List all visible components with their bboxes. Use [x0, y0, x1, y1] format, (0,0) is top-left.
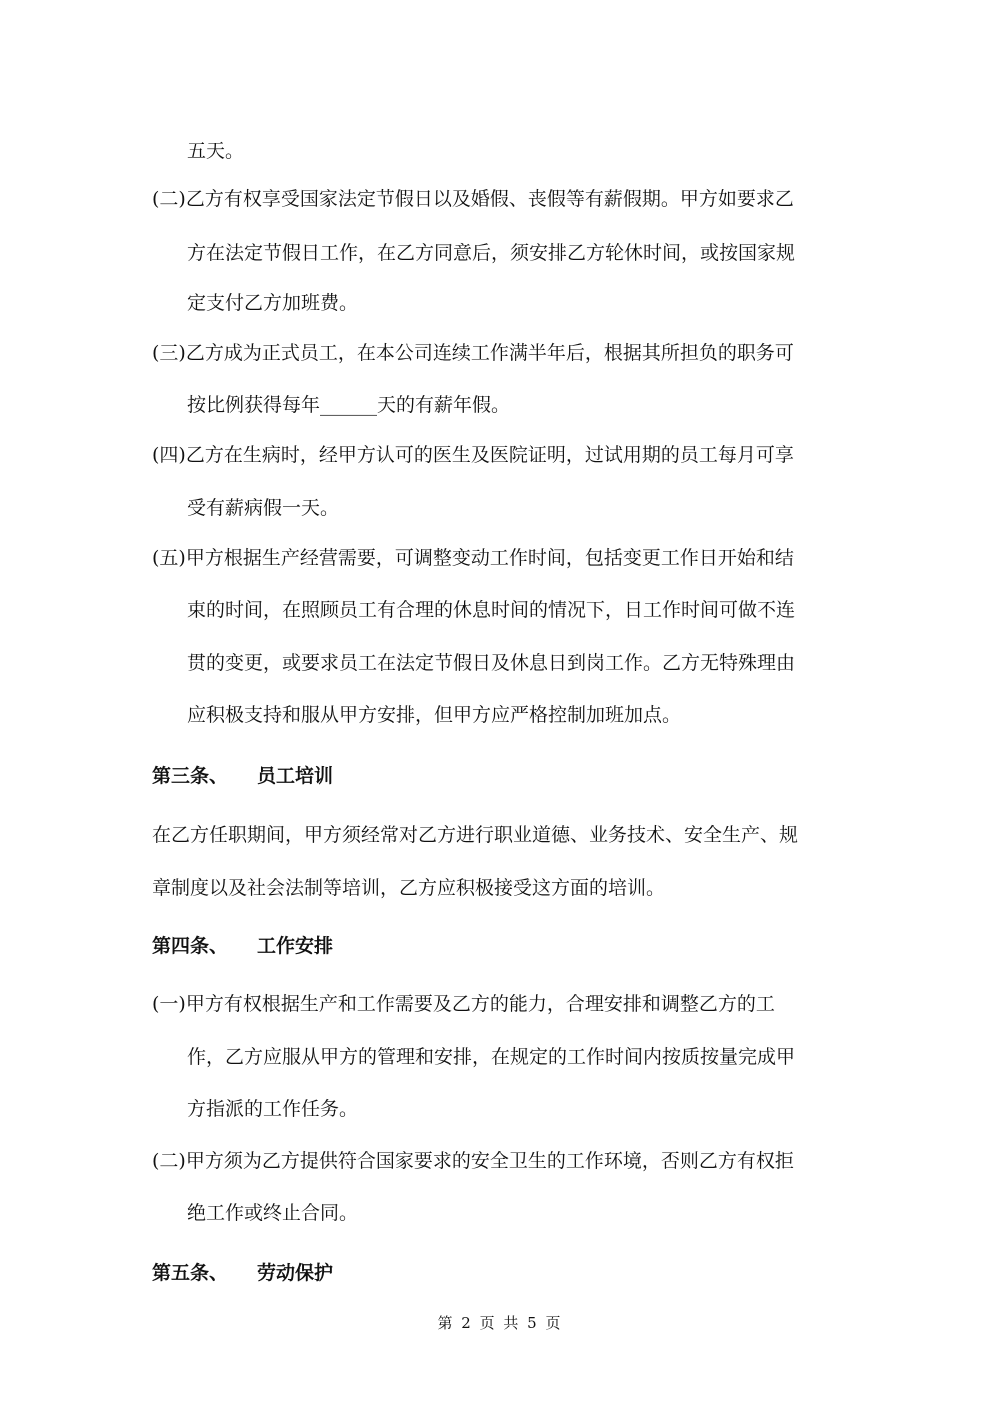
paragraph-line: 按比例获得每年______天的有薪年假。 [187, 394, 511, 416]
paragraph-line: (三)乙方成为正式员工，在本公司连续工作满半年后，根据其所担负的职务可 [152, 342, 794, 364]
paragraph-line: 应积极支持和服从甲方安排，但甲方应严格控制加班加点。 [187, 704, 682, 726]
paragraph-line: 在乙方任职期间，甲方须经常对乙方进行职业道德、业务技术、安全生产、规 [152, 824, 799, 846]
paragraph-line: 章制度以及社会法制等培训，乙方应积极接受这方面的培训。 [152, 877, 666, 899]
paragraph-line: (二)甲方须为乙方提供符合国家要求的安全卫生的工作环境，否则乙方有权拒 [152, 1150, 794, 1172]
paragraph-line: 定支付乙方加班费。 [187, 292, 359, 314]
paragraph-line: (四)乙方在生病时，经甲方认可的医生及医院证明，过试用期的员工每月可享 [152, 444, 794, 466]
paragraph-line: 绝工作或终止合同。 [187, 1202, 359, 1224]
section-heading-5 [152, 1261, 333, 1285]
paragraph-line: 方指派的工作任务。 [187, 1098, 359, 1120]
page-footer: 第 2 页 共 5 页 [437, 1314, 563, 1332]
section-number: 第三条、 [152, 765, 229, 787]
section-number: 第四条、 [152, 935, 229, 957]
paragraph-line: (五)甲方根据生产经营需要，可调整变动工作时间，包括变更工作日开始和结 [152, 547, 794, 569]
section-title: 员工培训 [257, 765, 334, 787]
paragraph-line: (一)甲方有权根据生产和工作需要及乙方的能力，合理安排和调整乙方的工 [152, 993, 775, 1015]
paragraph-line: 束的时间，在照顾员工有合理的休息时间的情况下，日工作时间可做不连 [187, 599, 796, 621]
section-title: 工作安排 [257, 935, 334, 957]
paragraph-line: 方在法定节假日工作，在乙方同意后，须安排乙方轮休时间，或按国家规 [187, 242, 796, 264]
section-heading-4 [152, 934, 333, 958]
paragraph-line: 贯的变更，或要求员工在法定节假日及休息日到岗工作。乙方无特殊理由 [187, 652, 796, 674]
paragraph-line: 作，乙方应服从甲方的管理和安排，在规定的工作时间内按质按量完成甲 [187, 1046, 796, 1068]
paragraph-line: (二)乙方有权享受国家法定节假日以及婚假、丧假等有薪假期。甲方如要求乙 [152, 188, 794, 210]
paragraph-line: 五天。 [187, 140, 245, 162]
paragraph-line: 受有薪病假一天。 [187, 497, 340, 519]
section-heading-3 [152, 764, 333, 788]
section-title: 劳动保护 [257, 1262, 334, 1284]
section-number: 第五条、 [152, 1262, 229, 1284]
